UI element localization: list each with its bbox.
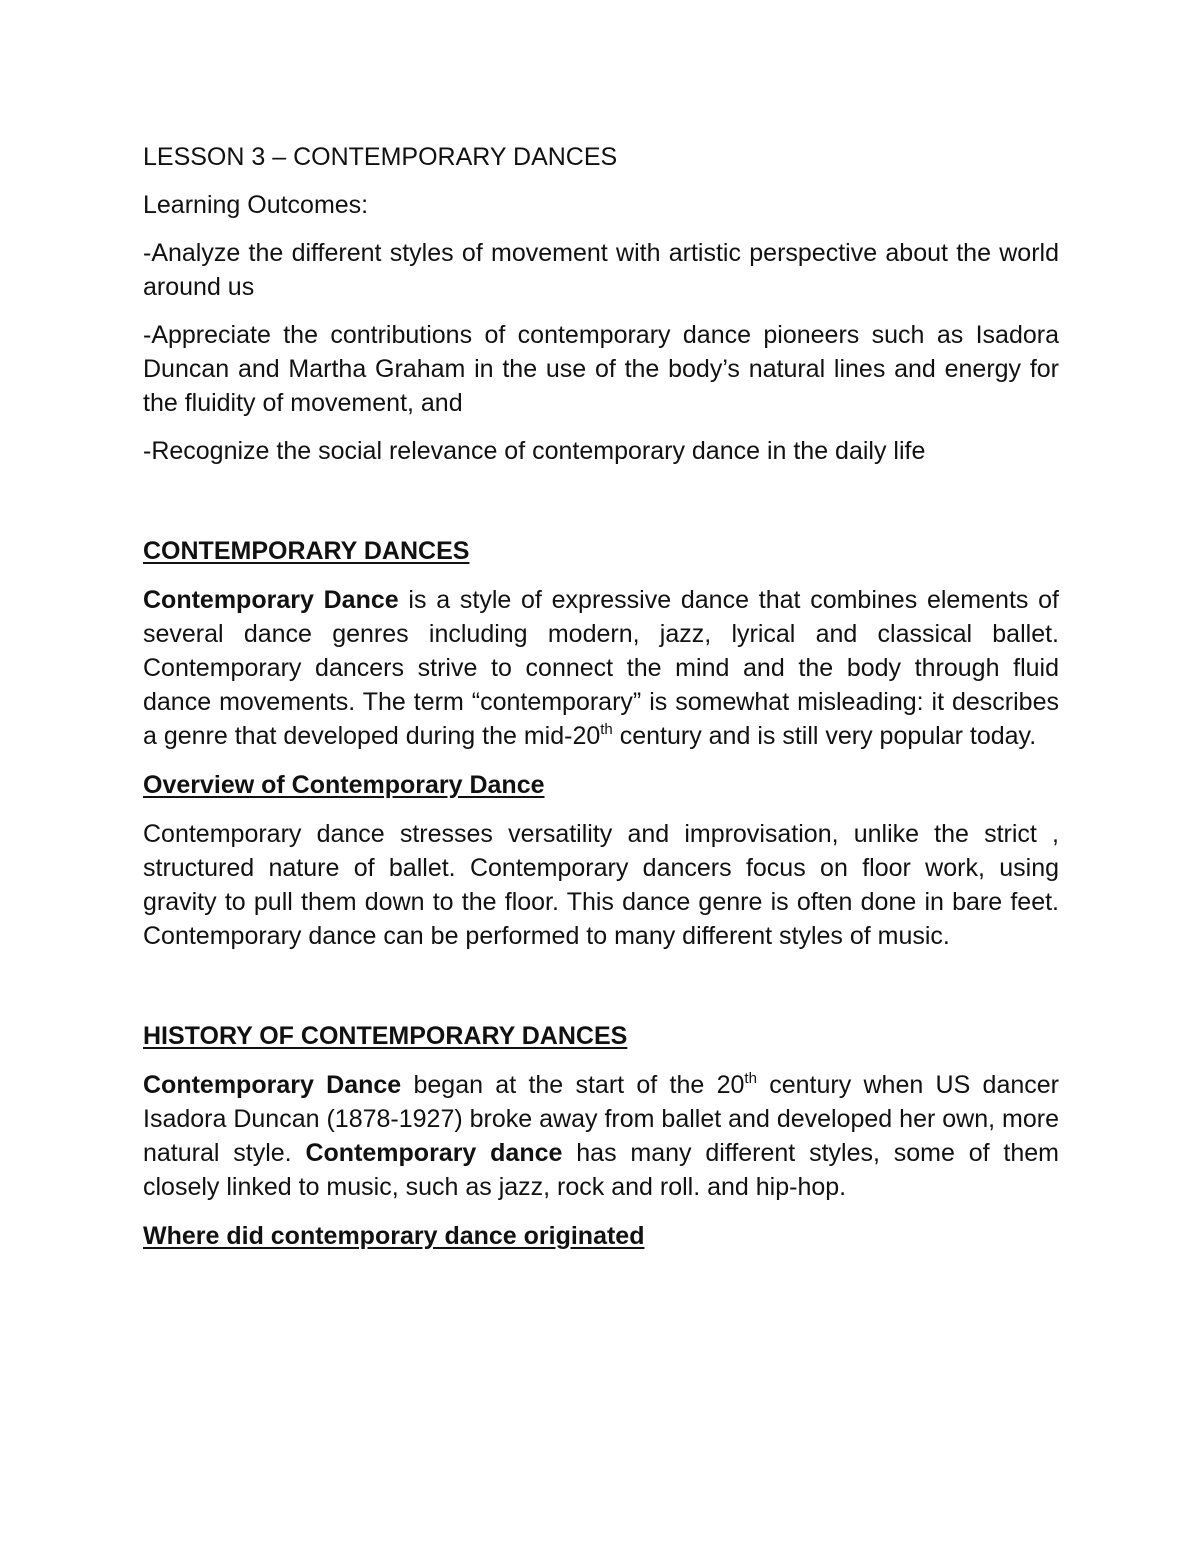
history-paragraph <box>143 1068 1059 1204</box>
ordinal-suffix: th <box>600 721 613 738</box>
document-body <box>143 140 1059 1268</box>
section-heading-overview: Overview of Contemporary Dance <box>143 771 545 799</box>
bold-term: Contemporary dance <box>305 1139 563 1167</box>
section-heading-contemporary-dances: CONTEMPORARY DANCES <box>143 537 470 565</box>
learning-outcome-item: -Analyze the different styles of movement with artistic perspective about the world around us <box>143 239 1059 301</box>
learning-outcome-item: -Recognize the social relevance of contemporary dance in the daily life <box>143 437 926 465</box>
bold-term: Contemporary Dance <box>143 1071 402 1099</box>
paragraph-text: is a style of expressive dance that combines elements of several dance genres including modern, jazz, lyrical and classical ballet. Contemporary dancers strive to connect the mind and the body through fluid dance movements. The term “contemporary” is somewhat misleading: it describes a genre that developed during the mid-20 <box>143 586 1059 750</box>
paragraph-text: began at the start of the 20 <box>401 1071 745 1099</box>
contemporary-dance-definition <box>143 583 1059 753</box>
bold-term: Contemporary Dance <box>143 586 399 614</box>
ordinal-suffix: th <box>744 1070 757 1087</box>
lesson-title: LESSON 3 – CONTEMPORARY DANCES <box>143 143 618 171</box>
learning-outcome-item: -Appreciate the contributions of contemporary dance pioneers such as Isadora Duncan and Martha Graham in the use of the body’s natural lines and energy for the fluidity of movement, and <box>143 321 1059 417</box>
paragraph-text: has many different styles, some of them closely linked to music, such as jazz, rock and roll. and hip-hop. <box>143 1139 1059 1201</box>
learning-outcomes-label: Learning Outcomes: <box>143 191 369 219</box>
overview-paragraph: Contemporary dance stresses versatility and improvisation, unlike the strict , structured nature of ballet. Contemporary dancers focus on floor work, using gravity to pull them down to the floor. This dance genre is often done in bare feet. Contemporary dance can be performed to many different styles of music. <box>143 820 1059 950</box>
paragraph-text: century when US dancer Isadora Duncan (1878-1927) broke away from ballet and developed her own, more natural style. <box>143 1071 1060 1167</box>
section-heading-history: HISTORY OF CONTEMPORARY DANCES <box>143 1022 628 1050</box>
section-heading-origin: Where did contemporary dance originated <box>143 1222 645 1250</box>
paragraph-text: century and is still very popular today. <box>612 722 1037 750</box>
